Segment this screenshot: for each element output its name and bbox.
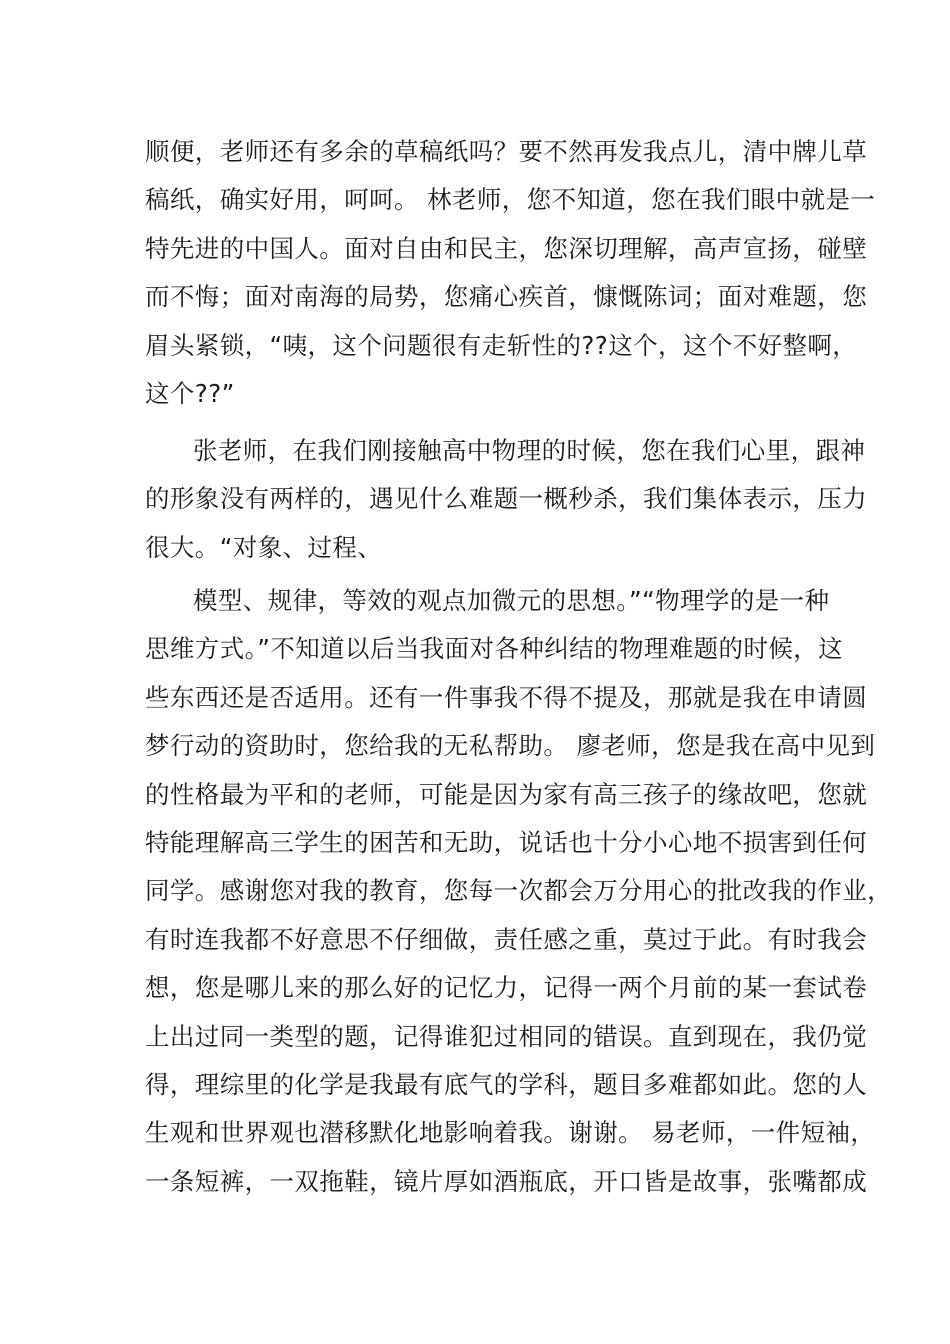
text-line: 模型、规律，等效的观点加微元的思想。”“物理学的是一种: [193, 586, 830, 615]
text-line: 得，理综里的化学是我最有底气的学科，题目多难都如此。您的人: [145, 1069, 868, 1099]
text-line: 同学。感谢您对我的教育，您每一次都会万分用心的批改我的作业，: [145, 876, 892, 906]
text-line: 的性格最为平和的老师，可能是因为家有高三孩子的缘故吧，您就: [145, 779, 868, 809]
text-line: 这个??”: [145, 378, 235, 408]
text-line: 些东西还是否适用。还有一件事我不得不提及，那就是我在申请圆: [145, 682, 868, 712]
text-line: 生观和世界观也潜移默化地影响着我。谢谢。 易老师，一件短袖，: [145, 1118, 876, 1148]
paragraph-teacher-zhang: [145, 427, 868, 572]
text-line: 很大。“对象、过程、: [145, 532, 383, 562]
text-line: 稿纸，确实好用，呵呵。 林老师，您不知道，您在我们眼中就是一: [145, 185, 876, 215]
text-line: 而不悔；面对南海的局势，您痛心疾首，慷慨陈词；面对难题，您: [145, 282, 868, 312]
text-line: 一条短裤，一双拖鞋，镜片厚如酒瓶底，开口皆是故事，张嘴都成: [145, 1166, 868, 1196]
text-line: 特能理解高三学生的困苦和无助，说话也十分小心地不损害到任何: [145, 827, 868, 857]
text-line: 张老师，在我们刚接触高中物理的时候，您在我们心里，跟神: [193, 436, 866, 465]
text-line: 眉头紧锁，“咦，这个问题很有走斩性的??这个，这个不好整啊，: [145, 330, 858, 360]
text-line: 梦行动的资助时，您给我的无私帮助。 廖老师，您是我在高中见到: [145, 731, 876, 761]
text-line: 想，您是哪儿来的那么好的记忆力，记得一两个月前的某一套试卷: [145, 973, 868, 1003]
text-line: 的形象没有两样的，遇见什么难题一概秒杀，我们集体表示，压力: [145, 484, 868, 514]
text-line: 上出过同一类型的题，记得谁犯过相同的错误。直到现在，我仍觉: [145, 1021, 868, 1051]
text-line: 有时连我都不好意思不仔细做，责任感之重，莫过于此。有时我会: [145, 924, 868, 954]
text-line: 思维方式。”不知道以后当我面对各种纠结的物理难题的时候，这: [145, 634, 844, 664]
paragraph-teachers-liao-yi: [145, 577, 892, 1206]
text-line: 顺便，老师还有多余的草稿纸吗？要不然再发我点儿，清中牌儿草: [145, 137, 868, 166]
text-line: 特先进的中国人。面对自由和民主，您深切理解，高声宣扬，碰壁: [145, 233, 868, 263]
paragraph-teachers-lin: [145, 128, 876, 418]
